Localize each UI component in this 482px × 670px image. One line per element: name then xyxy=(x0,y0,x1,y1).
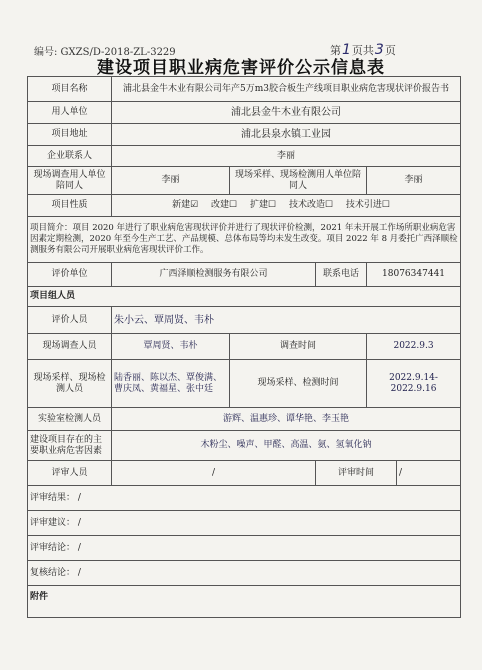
contact-label: 企业联系人 xyxy=(28,146,112,167)
nature-option-new[interactable]: 新建☑ xyxy=(172,200,199,210)
row-employer xyxy=(28,102,461,124)
row-attachment xyxy=(28,586,461,618)
info-table xyxy=(27,76,461,618)
sampling-staff-label: 现场采样、现场检测人员 xyxy=(28,360,112,408)
survey-escort-value: 李丽 xyxy=(112,167,230,195)
row-lab xyxy=(28,408,461,431)
row-team-header xyxy=(28,287,461,307)
row-escorts xyxy=(28,167,461,195)
row-eval-unit xyxy=(28,263,461,287)
row-review-advice xyxy=(28,511,461,536)
row-review-result xyxy=(28,486,461,511)
row-overview xyxy=(28,217,461,263)
project-name-value: 浦北县金牛木业有限公司年产5万m3胶合板生产线项目职业病危害现状评价报告书 xyxy=(112,77,461,102)
row-sampling xyxy=(28,360,461,408)
review-conclusion-label: 评审结论： xyxy=(30,542,76,553)
page-title: 建设项目职业病危害评价公示信息表 xyxy=(97,58,385,78)
sampling-time-label: 现场采样、检测时间 xyxy=(230,360,367,408)
nature-options xyxy=(112,195,461,217)
nature-option-expand[interactable]: 扩建☐ xyxy=(249,200,277,210)
review-result-cell xyxy=(28,486,461,511)
page-mid: 页共 xyxy=(351,44,374,57)
employer-label: 用人单位 xyxy=(28,102,112,124)
reviewers-value: / xyxy=(112,461,316,486)
review-advice-value: / xyxy=(77,517,81,528)
attachment-label: 附件 xyxy=(28,586,461,618)
survey-staff-value: 覃周贤、韦朴 xyxy=(112,334,230,360)
row-project-name xyxy=(28,77,461,102)
review-time-label: 评审时间 xyxy=(316,461,397,486)
survey-time-value: 2022.9.3 xyxy=(367,334,461,360)
evaluators-label: 评价人员 xyxy=(28,307,112,334)
hazards-label: 建设项目存在的主要职业病危害因素 xyxy=(28,431,112,461)
review-result-value: / xyxy=(77,492,81,503)
row-evaluators xyxy=(28,307,461,334)
eval-unit-label: 评价单位 xyxy=(28,263,112,287)
page-prefix: 第 xyxy=(330,44,341,57)
team-section-label: 项目组人员 xyxy=(28,287,461,307)
review-result-label: 评审结果： xyxy=(30,492,76,503)
row-nature xyxy=(28,195,461,217)
contact-value: 李丽 xyxy=(112,146,461,167)
phone-label: 联系电话 xyxy=(316,263,367,287)
row-review-conclusion xyxy=(28,536,461,561)
review-advice-label: 评审建议： xyxy=(30,517,76,528)
eval-unit-value: 广西泽顺检测服务有限公司 xyxy=(112,263,316,287)
survey-staff-label: 现场调查人员 xyxy=(28,334,112,360)
address-label: 项目地址 xyxy=(28,124,112,146)
address-value: 浦北县泉水镇工业园 xyxy=(112,124,461,146)
sampling-staff-value: 陆香丽、陈以杰、覃俊满、曹庆凤、黄福星、张中廷 xyxy=(112,360,230,408)
nature-label: 项目性质 xyxy=(28,195,112,217)
row-address xyxy=(28,124,461,146)
page-suffix: 页 xyxy=(384,44,396,57)
reviewers-label: 评审人员 xyxy=(28,461,112,486)
project-overview: 项目简介：项目 2020 年进行了职业病危害现状评价并进行了现状评价检测，2021 年未开展工作场所职业病危害因素定期检测，2020 年至今生产工艺、产品规模、总体布局等均未发生改变。项目 2022 年 8 月委托广西泽顺检测服务有限公司开展职业病危害现状评价工作。 xyxy=(28,217,461,263)
hazards-value: 木粉尘、噪声、甲醛、高温、氨、氢氧化钠 xyxy=(112,431,461,461)
employer-value: 浦北县金牛木业有限公司 xyxy=(112,102,461,124)
document-number: 编号: GXZS/D-2018-ZL-3229 xyxy=(34,47,176,58)
recheck-value: / xyxy=(77,567,81,578)
page-total: 3 xyxy=(374,42,384,58)
review-conclusion-value: / xyxy=(77,542,81,553)
project-name-label: 项目名称 xyxy=(28,77,112,102)
nature-option-rebuild[interactable]: 改建☐ xyxy=(211,200,238,210)
evaluators-value: 朱小云、覃周贤、韦朴 xyxy=(112,307,461,334)
sampling-time-value: 2022.9.14-2022.9.16 xyxy=(367,360,461,408)
row-hazards xyxy=(28,431,461,461)
sampling-escort-label: 现场采样、现场检测用人单位陪同人 xyxy=(230,167,367,195)
page-current: 1 xyxy=(342,42,351,58)
lab-staff-label: 实验室检测人员 xyxy=(28,408,112,431)
review-advice-cell xyxy=(28,511,461,536)
review-time-value: / xyxy=(397,461,461,486)
review-conclusion-cell xyxy=(28,536,461,561)
recheck-cell xyxy=(28,561,461,586)
nature-option-tech-upgrade[interactable]: 技术改造☐ xyxy=(288,200,334,210)
row-contact xyxy=(28,146,461,167)
lab-staff-value: 游辉、温惠珍、谭华艳、李玉艳 xyxy=(112,408,461,431)
sampling-escort-value: 李丽 xyxy=(367,167,461,195)
survey-time-label: 调查时间 xyxy=(230,334,367,360)
row-reviewers xyxy=(28,461,461,486)
phone-value: 18076347441 xyxy=(367,263,461,287)
nature-option-tech-import[interactable]: 技术引进☐ xyxy=(345,200,390,210)
survey-escort-label: 现场调查用人单位陪同人 xyxy=(28,167,112,195)
row-recheck xyxy=(28,561,461,586)
recheck-label: 复核结论： xyxy=(30,567,76,578)
row-survey xyxy=(28,334,461,360)
